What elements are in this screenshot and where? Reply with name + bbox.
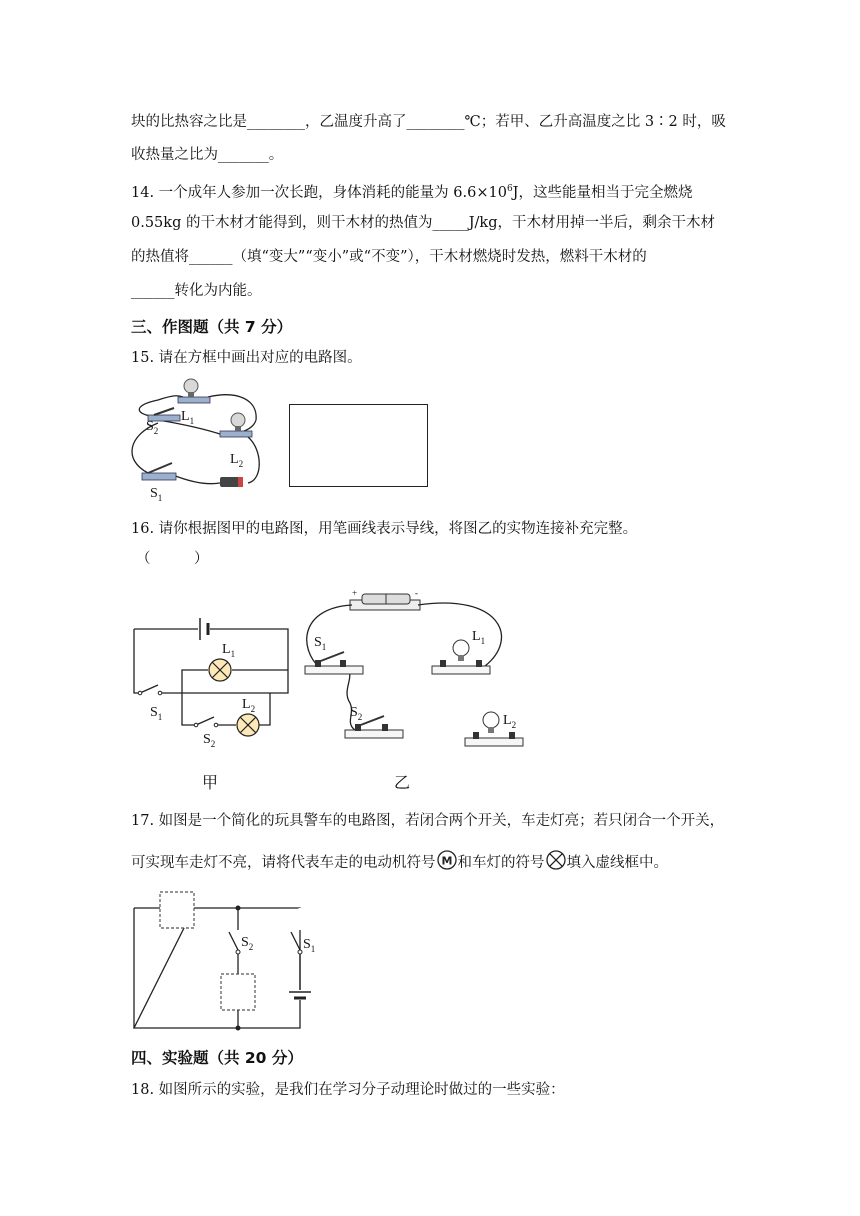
q17-line-1: 17. 如图是一个简化的玩具警车的电路图，若闭合两个开关，车走灯亮；若只闭合一个开关， [131, 813, 725, 829]
motor-symbol-icon [436, 849, 458, 877]
q14-line-4: ______转化为内能。 [131, 283, 262, 299]
battery-minus-sign: - [415, 588, 418, 598]
battery-plus-sign: + [352, 588, 358, 598]
q18-text: 18. 如图所示的实验，是我们在学习分子动理论时做过的一些实验： [131, 1082, 565, 1098]
q16-schematic-jia [130, 615, 295, 755]
fig15-label-S1: $S_1$ [150, 486, 163, 503]
motor-symbol-letter: M [441, 854, 452, 868]
fig16-caption-yi: 乙 [394, 773, 411, 792]
q14-line-1 [131, 179, 692, 203]
q16-physical-yi [300, 588, 530, 758]
fig15-label-L2: $L_2$ [230, 452, 244, 469]
q17-text-pre: 可实现车走灯不亮，请将代表车走的电动机符号 [131, 855, 436, 871]
q13-continuation-line-2: 收热量之比为_______。 [131, 147, 284, 163]
fig17-label-S2: $S_2$ [241, 935, 254, 952]
section-4-heading: 四、实验题（共 20 分） [131, 1049, 303, 1067]
q16-text: 16. 请你根据图甲的电路图，用笔画线表示导线，将图乙的实物连接补充完整。 [131, 521, 638, 537]
q14-text-pre: 14. 一个成年人参加一次长跑，身体消耗的能量为 6.6×10 [131, 185, 507, 201]
section-3-heading: 三、作图题（共 7 分） [131, 318, 293, 336]
q15-text: 15. 请在方框中画出对应的电路图。 [131, 350, 362, 366]
q14-line-2: 0.55kg 的干木材才能得到，则干木材的热值为_____J/kg，干木材用掉一半后，剩余干木材 [131, 215, 715, 231]
fig16-yi-label-S2: $S_2$ [350, 705, 363, 722]
fig16-yi-label-L2: $L_2$ [503, 713, 517, 730]
fig15-label-S2: $S_2$ [146, 419, 159, 436]
fig16-yi-label-L1: $L_1$ [472, 629, 486, 646]
q15-answer-box[interactable] [289, 404, 428, 487]
fig15-label-L1: $L_1$ [181, 409, 195, 426]
q17-text-post: 填入虚线框中。 [566, 855, 668, 871]
q17-line-2 [131, 849, 668, 877]
fig16-yi-label-S1: $S_1$ [314, 635, 327, 652]
fig16-jia-label-L1: $L_1$ [222, 642, 236, 659]
fig17-label-S1: $S_1$ [303, 937, 316, 954]
fig16-caption-jia: 甲 [202, 773, 219, 792]
q16-answer-paren: （ ） [136, 551, 209, 567]
q17-text-mid: 和车灯的符号 [457, 855, 545, 871]
q14-text-post: J，这些能量相当于完全燃烧 [512, 185, 693, 201]
fig16-jia-label-S1: $S_1$ [150, 705, 163, 722]
q14-line-3: 的热值将______（填“变大”“变小”或“不变”），干木材燃烧时发热，燃料干木材的 [131, 249, 647, 265]
fig16-jia-label-L2: $L_2$ [242, 697, 256, 714]
lamp-symbol-icon [545, 849, 567, 877]
fig16-jia-label-S2: $S_2$ [203, 732, 216, 749]
q17-circuit-figure [130, 888, 316, 1033]
q15-circuit-figure [128, 375, 268, 503]
q14-exponent: 6 [506, 184, 513, 194]
q13-continuation-line: 块的比热容之比是________，乙温度升高了________℃；若甲、乙升高温度之比 3∶2 时，吸 [131, 114, 726, 130]
